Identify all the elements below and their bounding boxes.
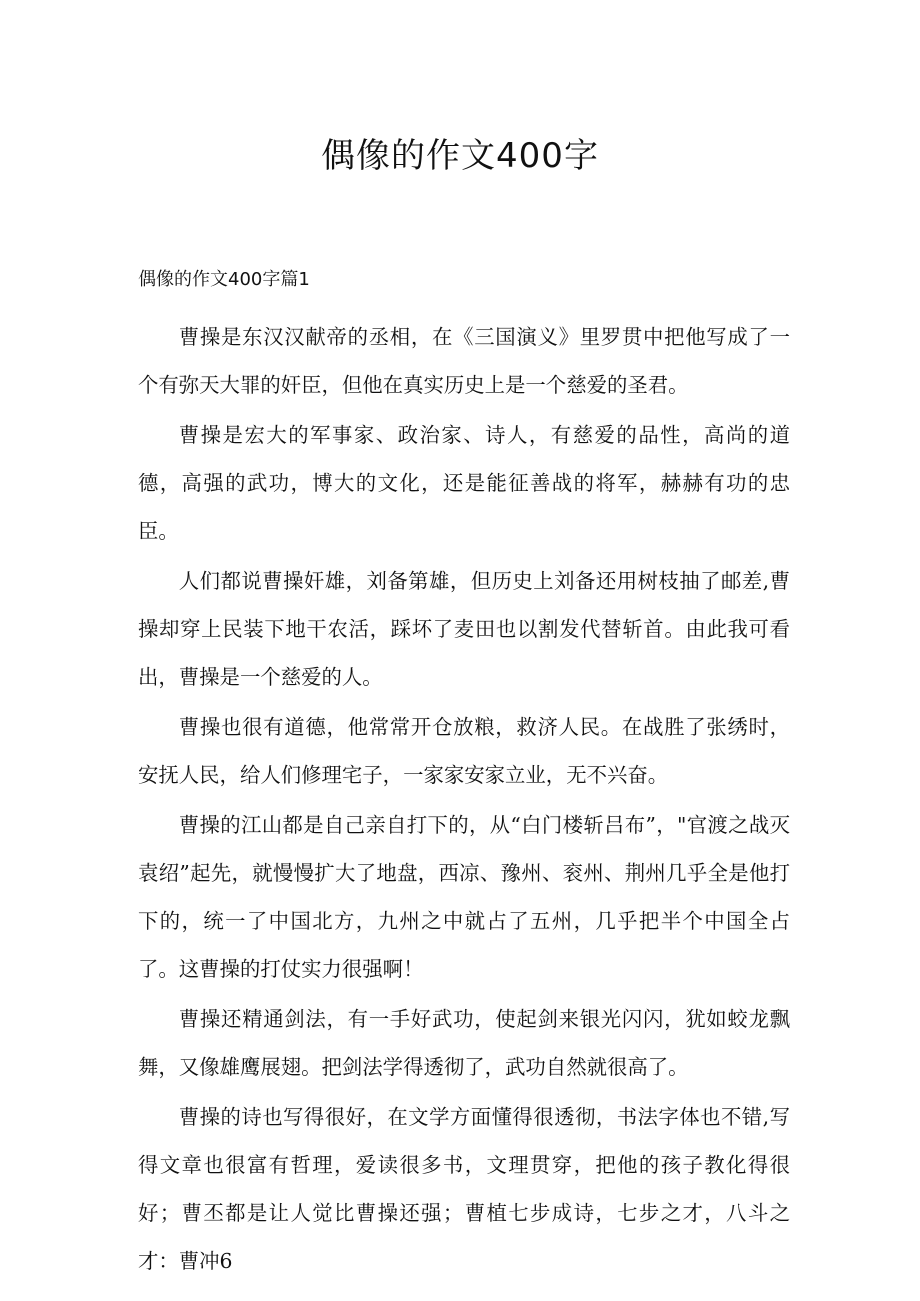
paragraph-7: 曹操的诗也写得很好，在文学方面懂得很透彻，书法字体也不错,写得文章也很富有哲理，爱读很多书，文理贯穿，把他的孩子教化得很好；曹丕都是让人觉比曹操还强；曹植七步成诗，七步之才，八斗之才：曹冲6 [138, 1105, 790, 1273]
paragraph-2: 曹操是宏大的军事家、政治家、诗人，有慈爱的品性，高尚的道德，高强的武功，博大的文化，还是能征善战的将军，赫赫有功的忠臣。 [138, 423, 790, 543]
paragraph-5: 曹操的江山都是自己亲自打下的，从“白门楼斩吕布”，"官渡之战灭袁绍”起先，就慢慢扩大了地盘，西凉、豫州、衮州、荆州几乎全是他打下的，统一了中国北方，九州之中就占了五州，几乎把半个中国全占了。这曹操的打仗实力很强啊！ [138, 813, 790, 981]
section-heading: 偶像的作文400字篇1 [138, 269, 310, 290]
paragraph-6: 曹操还精通剑法，有一手好武功，使起剑来银光闪闪，犹如蛟龙飘舞，又像雄鹰展翅。把剑法学得透彻了，武功自然就很高了。 [138, 1007, 790, 1079]
paragraph-3: 人们都说曹操奸雄，刘备第雄，但历史上刘备还用树枝抽了邮差,曹操却穿上民装下地干农活，踩坏了麦田也以割发代替斩首。由此我可看出，曹操是一个慈爱的人。 [138, 569, 790, 689]
paragraph-1: 曹操是东汉汉献帝的丞相，在《三国演义》里罗贯中把他写成了一个有弥天大罪的奸臣，但他在真实历史上是一个慈爱的圣君。 [138, 325, 790, 397]
document-title: 偶像的作文400字 [321, 136, 599, 176]
document-body [138, 313, 790, 1285]
paragraph-4: 曹操也很有道德，他常常开仓放粮，救济人民。在战胜了张绣时，安抚人民，给人们修理宅子，一家家安家立业，无不兴奋。 [138, 715, 790, 787]
